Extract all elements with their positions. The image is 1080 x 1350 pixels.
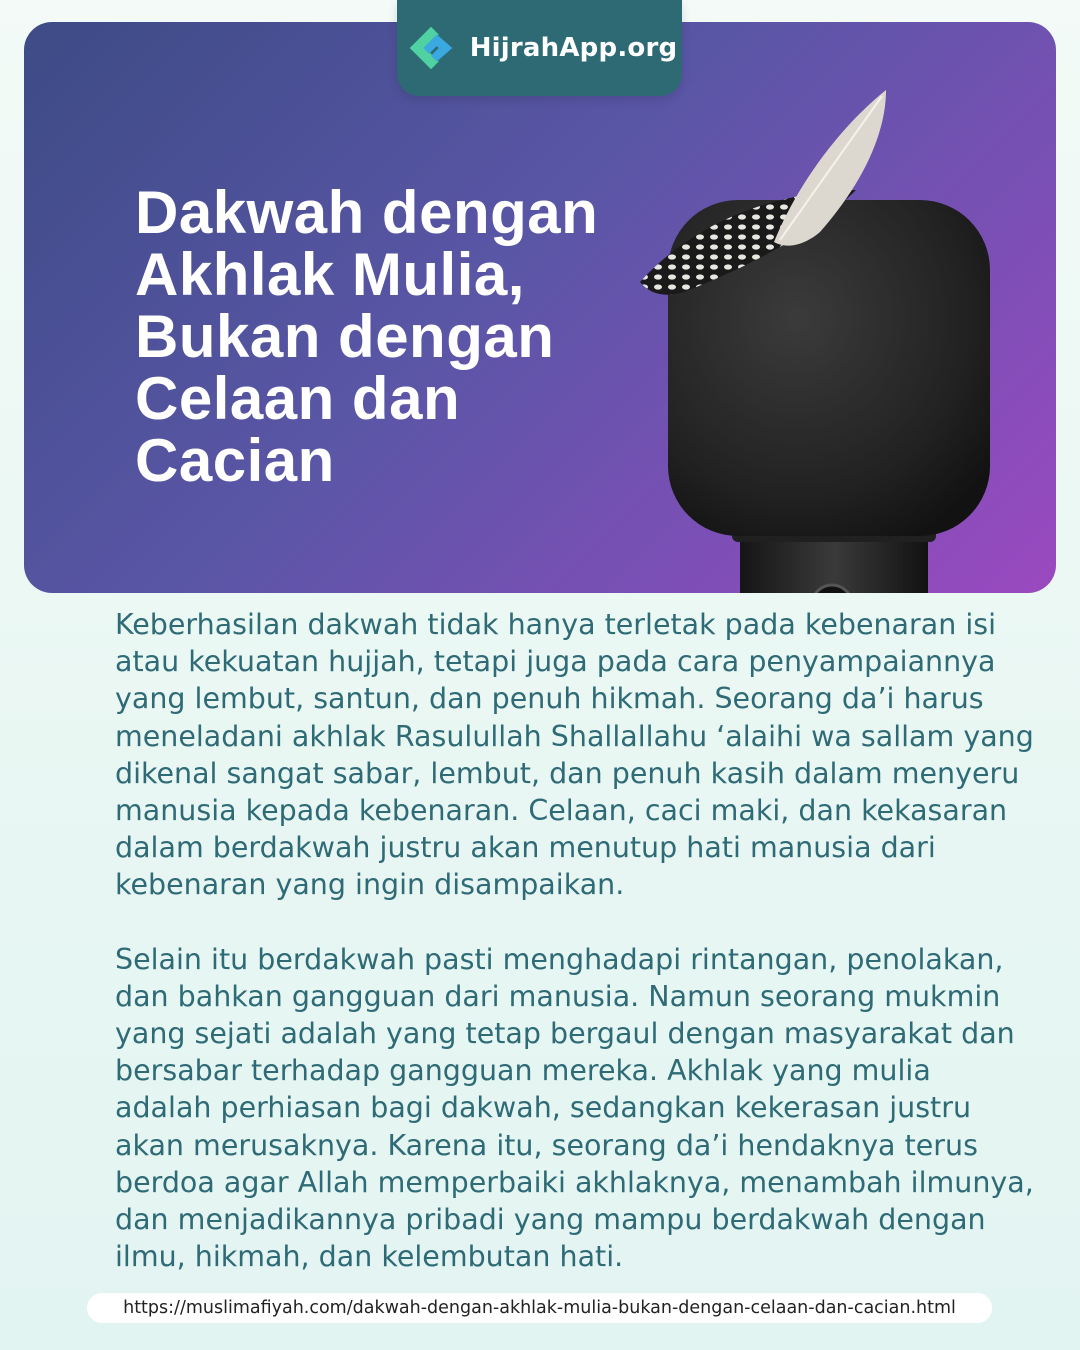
paragraph-2: Selain itu berdakwah pasti menghadapi rintangan, penolakan, dan bahkan gangguan dari manusia. Namun seorang mukmin yang sejati adalah yang tetap bergaul dengan masyarakat dan bersabar terhadap gangguan mereka. Akhlak yang mulia adalah perhiasan bagi dakwah, sedangkan kekerasan justru akan merusaknya. Karena itu, seorang da’i hendaknya terus berdoa agar Allah memperbaiki akhlaknya, menambah ilmunya, dan menjadikannya pribadi yang mampu berdakwah dengan ilmu, hikmah, dan kelembutan hati. (115, 942, 1034, 1274)
article-body (115, 606, 1035, 1275)
hero-banner (24, 22, 1056, 593)
hijrahapp-logo-icon (402, 19, 460, 77)
source-link[interactable]: https://muslimafiyah.com/dakwah-dengan-akhlak-mulia-bukan-dengan-celaan-dan-cacian.html (87, 1293, 992, 1323)
paragraph-1: Keberhasilan dakwah tidak hanya terletak pada kebenaran isi atau kekuatan hujjah, tetapi juga pada cara penyampaiannya yang lembut, santun, dan penuh hikmah. Seorang da’i harus meneladani akhlak Rasulullah Shallallahu ‘alaihi wa sallam yang dikenal sangat sabar, lembut, dan penuh kasih dalam menyeru manusia kepada kebenaran. Celaan, caci maki, dan kekasaran dalam berdakwah justru akan menutup hati manusia dari kebenaran yang ingin disampaikan. (115, 608, 1034, 902)
brand-name: HijrahApp.org (469, 33, 678, 63)
microphone-with-feather-image (624, 72, 1054, 593)
brand-logo (397, 0, 682, 96)
page-title: Dakwah dengan Akhlak Mulia, Bukan dengan Celaan dan Cacian (135, 179, 599, 494)
